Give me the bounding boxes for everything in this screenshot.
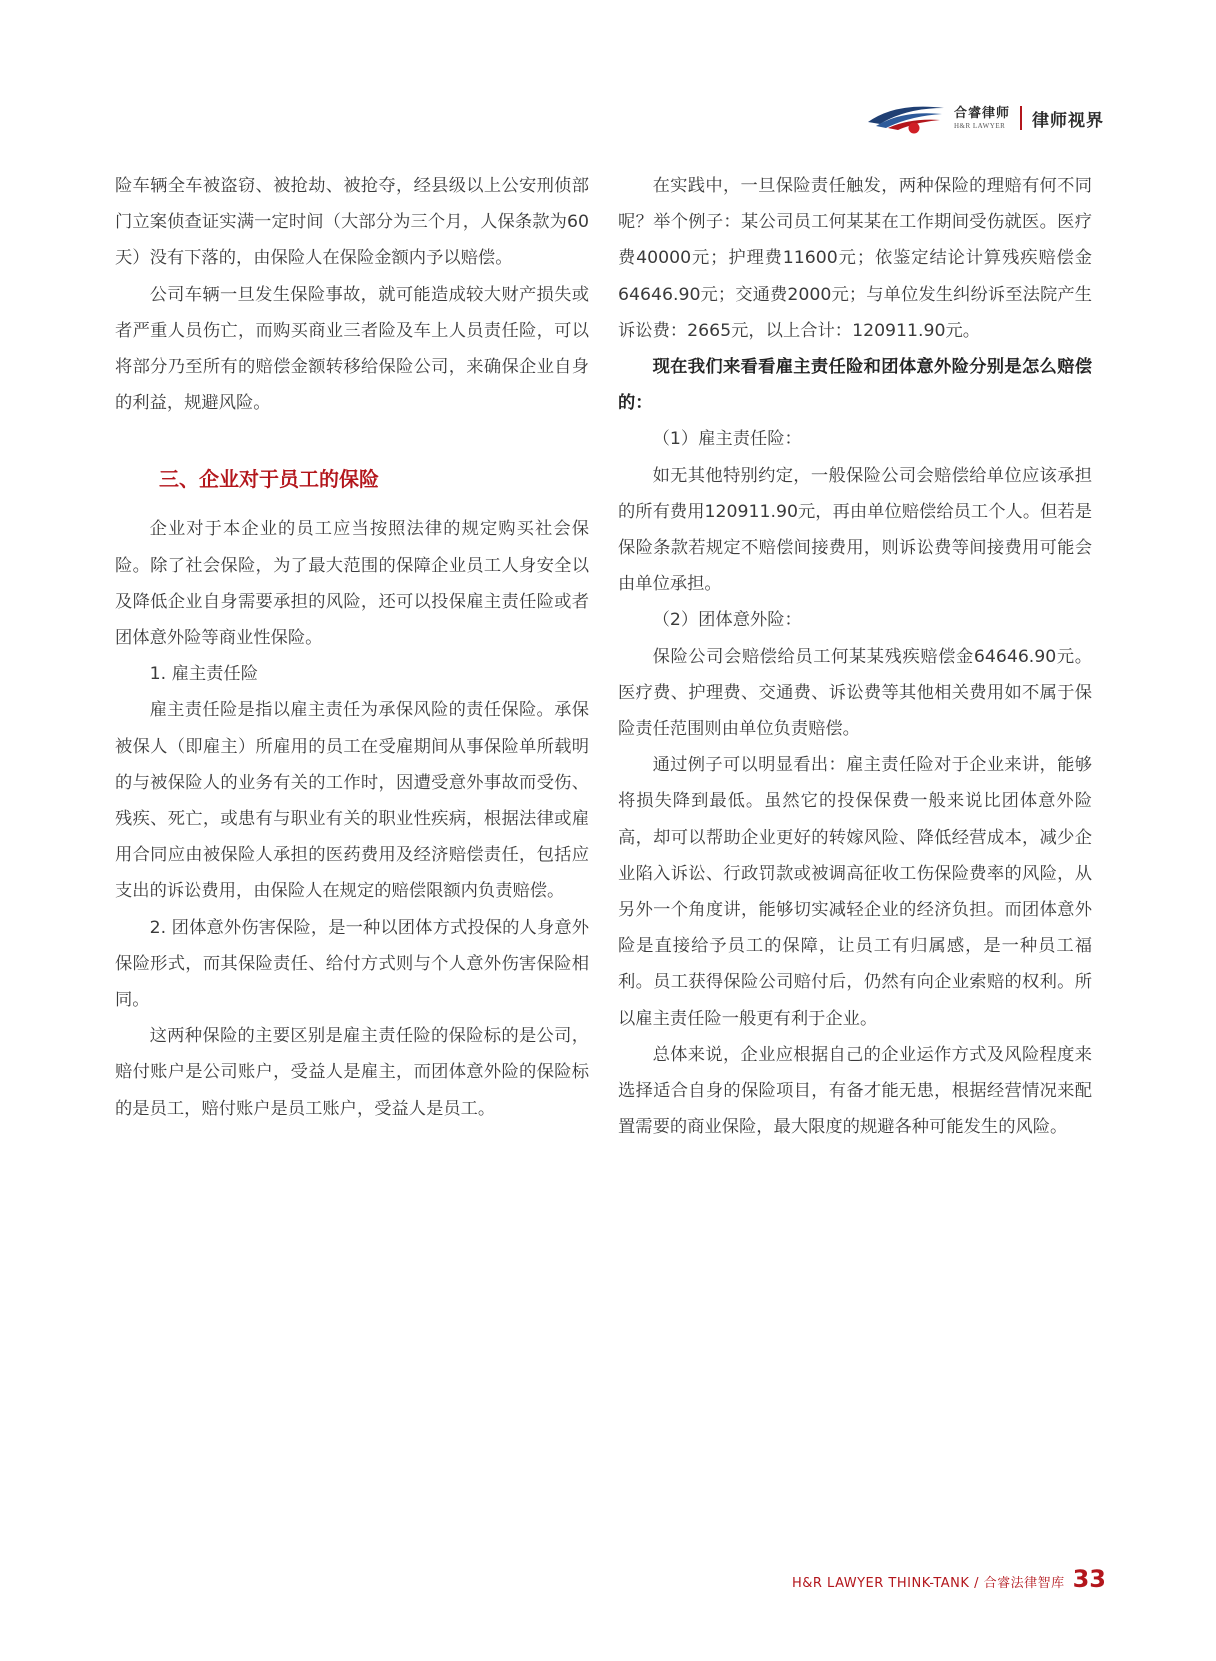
paragraph: 在实践中，一旦保险责任触发，两种保险的理赔有何不同呢？举个例子：某公司员工何某某在工作期间受伤就医。医疗费40000元；护理费11600元；依鉴定结论计算残疾赔偿金64646.90元；交通费2000元；与单位发生纠纷诉至法院产生诉讼费：2665元，以上合计：120911.90元。 xyxy=(618,176,1092,341)
subheading: （2）团体意外险： xyxy=(652,610,802,631)
left-column xyxy=(115,168,589,1127)
paragraph: 雇主责任险是指以雇主责任为承保风险的责任保险。承保被保人（即雇主）所雇用的员工在受雇期间从事保险单所载明的与被保险人的业务有关的工作时，因遭受意外事故而受伤、残疾、死亡，或患有与职业有关的职业性疾病，根据法律或雇用合同应由被保险人承担的医药费用及经济赔偿责任，包括应支出的诉讼费用，由保险人在规定的赔偿限额内负责赔偿。 xyxy=(115,700,589,902)
paragraph: 险车辆全车被盗窃、被抢劫、被抢夺，经县级以上公安刑侦部门立案侦查证实满一定时间（大部分为三个月，人保条款为60天）没有下落的，由保险人在保险金额内予以赔偿。 xyxy=(115,176,589,269)
page-number: 33 xyxy=(1072,1565,1106,1593)
subheading: 1. 雇主责任险 xyxy=(149,664,258,685)
header-divider xyxy=(1020,106,1022,130)
paragraph: 总体来说，企业应根据自己的企业运作方式及风险程度来选择适合自身的保险项目，有备才能无患，根据经营情况来配置需要的商业保险，最大限度的规避各种可能发生的风险。 xyxy=(618,1044,1092,1138)
paragraph: 这两种保险的主要区别是雇主责任险的保险标的是公司，赔付账户是公司账户，受益人是雇主，而团体意外险的保险标的是员工，赔付账户是员工账户，受益人是员工。 xyxy=(115,1026,589,1119)
page-header xyxy=(866,98,1104,138)
brand-name-en: H&R LAWYER xyxy=(953,121,1006,130)
paragraph: 通过例子可以明显看出：雇主责任险对于企业来讲，能够将损失降到最低。虽然它的投保保费一般来说比团体意外险高，却可以帮助企业更好的转嫁风险、降低经营成本，减少企业陷入诉讼、行政罚款或被调高征收工伤保险费率的风险，从另外一个角度讲，能够切实减轻企业的经济负担。而团体意外险是直接给予员工的保障，让员工有归属感，是一种员工福利。员工获得保险公司赔付后，仍然有向企业索赔的权利。所以雇主责任险一般更有利于企业。 xyxy=(618,755,1092,1029)
section-title: 律师视界 xyxy=(1032,110,1104,131)
paragraph: 保险公司会赔偿给员工何某某残疾赔偿金64646.90元。医疗费、护理费、交通费、诉讼费等其他相关费用如不属于保险责任范围则由单位负责赔偿。 xyxy=(618,646,1092,740)
paragraph: 企业对于本企业的员工应当按照法律的规定购买社会保险。除了社会保险，为了最大范围的保障企业员工人身安全以及降低企业自身需要承担的风险，还可以投保雇主责任险或者团体意外险等商业性保险。 xyxy=(115,519,589,649)
paragraph: 2. 团体意外伤害保险，是一种以团体方式投保的人身意外保险形式，而其保险责任、给付方式则与个人意外伤害保险相同。 xyxy=(115,917,589,1011)
hr-lawyer-logo-icon xyxy=(866,100,948,136)
footer-text: H&R LAWYER THINK-TANK / 合睿法律智库 xyxy=(791,1576,1065,1591)
subheading: （1）雇主责任险： xyxy=(652,429,802,450)
page-footer xyxy=(792,1565,1106,1593)
paragraph: 如无其他特别约定，一般保险公司会赔偿给单位应该承担的所有费用120911.90元，再由单位赔偿给员工个人。但若是保险条款若规定不赔偿间接费用，则诉讼费等间接费用可能会由单位承担。 xyxy=(618,465,1092,595)
bold-paragraph: 现在我们来看看雇主责任险和团体意外险分别是怎么赔偿的： xyxy=(618,357,1092,414)
section-heading: 三、企业对于员工的保险 xyxy=(159,467,379,492)
right-column xyxy=(618,168,1092,1145)
paragraph: 公司车辆一旦发生保险事故，就可能造成较大财产损失或者严重人员伤亡，而购买商业三者险及车上人员责任险，可以将部分乃至所有的赔偿金额转移给保险公司，来确保企业自身的利益，规避风险。 xyxy=(115,284,589,414)
brand-name-cn: 合睿律师 xyxy=(953,105,1010,121)
brand-block xyxy=(954,107,1010,130)
